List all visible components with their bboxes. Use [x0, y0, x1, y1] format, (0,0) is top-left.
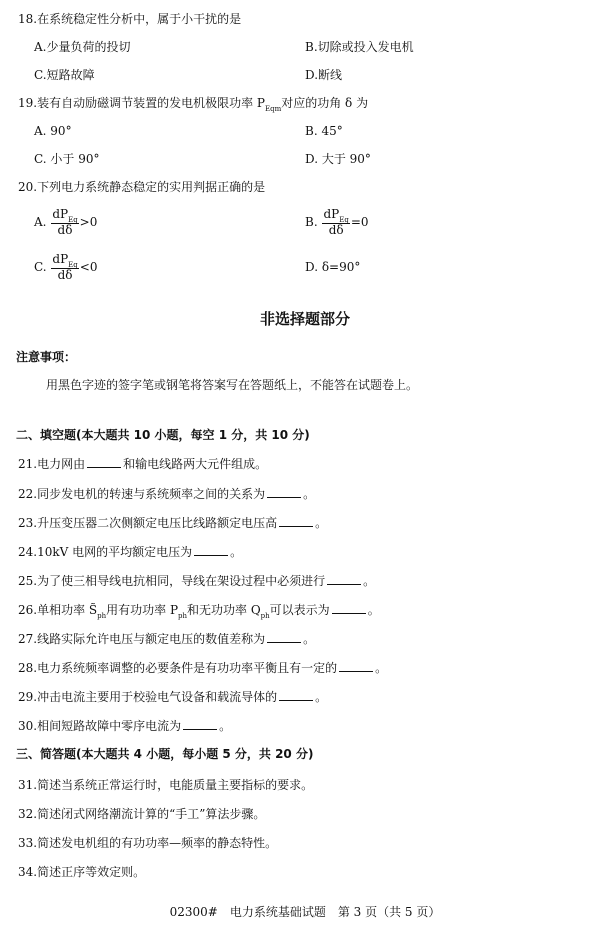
q26-sub-1: ph	[97, 612, 107, 620]
question-34: 34.简述正序等效定则。	[18, 865, 146, 879]
q19-stem-subscript: Eqm	[264, 105, 282, 113]
answer-blank[interactable]	[87, 455, 121, 468]
answer-blank[interactable]	[194, 543, 228, 556]
q19-option-d: D. 大于 90°	[305, 152, 371, 166]
q26-text-a: 26.单相功率 S̃	[18, 603, 98, 617]
q20-a-fraction	[51, 208, 78, 237]
q20-option-b	[305, 207, 369, 237]
q21-tail: 和输电线路两大元件组成。	[123, 457, 268, 471]
q20-a-relation: >0	[79, 215, 98, 229]
fraction-denominator: dδ	[57, 223, 73, 237]
question-32: 32.简述闭式网络潮流计算的“手工”算法步骤。	[18, 807, 266, 821]
question-19-stem	[18, 95, 368, 113]
question-24	[18, 543, 242, 560]
q18-option-b: B.切除或投入发电机	[305, 40, 414, 54]
q22-text: 22.同步发电机的转速与系统频率之间的关系为	[18, 487, 266, 501]
q22-tail: 。	[303, 487, 316, 501]
question-33: 33.简述发电机组的有功功率—频率的静态特性。	[18, 836, 278, 850]
question-23	[18, 514, 327, 531]
notice-heading: 注意事项：	[16, 350, 77, 364]
fraction-numerator-sub: Eq	[339, 216, 349, 224]
q19-stem-tail: 对应的功角 δ 为	[281, 96, 369, 110]
q24-tail: 。	[230, 545, 243, 559]
fraction-denominator: dδ	[57, 268, 73, 282]
question-30	[18, 717, 231, 734]
answer-blank[interactable]	[267, 485, 301, 498]
fraction-numerator: dP	[52, 207, 69, 221]
q24-text: 24.10kV 电网的平均额定电压为	[18, 545, 193, 559]
answer-blank[interactable]	[279, 688, 313, 701]
question-25	[18, 572, 375, 589]
q26-text-c: 和无功功率 Q	[187, 603, 261, 617]
fraction-numerator: dP	[323, 207, 340, 221]
q19-option-c: C. 小于 90°	[34, 152, 100, 166]
fraction-numerator: dP	[52, 252, 69, 266]
notice-text: 用黑色字迹的签字笔或钢笔将答案写在答题纸上，不能答在试题卷上。	[46, 378, 419, 392]
page-footer: 02300# 电力系统基础试题 第 3 页（共 5 页）	[169, 905, 441, 919]
q20-b-fraction	[322, 208, 349, 237]
question-29	[18, 688, 327, 705]
q25-tail: 。	[363, 574, 376, 588]
q19-option-b: B. 45°	[305, 124, 343, 138]
q28-tail: 。	[375, 661, 388, 675]
q30-tail: 。	[219, 719, 232, 733]
q20-option-a	[34, 207, 97, 237]
answer-blank[interactable]	[183, 717, 217, 730]
q20-option-d: D. δ=90°	[305, 260, 361, 274]
question-31: 31.简述当系统正常运行时，电能质量主要指标的要求。	[18, 778, 314, 792]
q29-tail: 。	[315, 690, 328, 704]
q26-tail: 。	[367, 603, 380, 617]
q26-sub-3: ph	[260, 612, 270, 620]
q20-a-label: A.	[34, 215, 47, 229]
q23-tail: 。	[315, 516, 328, 530]
fraction-numerator-sub: Eq	[68, 216, 78, 224]
q26-text-d: 可以表示为	[269, 603, 330, 617]
q25-text: 25.为了使三相导线电抗相同，导线在架设过程中必须进行	[18, 574, 326, 588]
question-21	[18, 455, 267, 472]
q30-text: 30.相间短路故障中零序电流为	[18, 719, 182, 733]
answer-blank[interactable]	[332, 601, 366, 614]
q27-text: 27.线路实际允许电压与额定电压的数值差称为	[18, 632, 266, 646]
q29-text: 29.冲击电流主要用于校验电气设备和载流导体的	[18, 690, 278, 704]
section-3-heading: 三、简答题(本大题共 4 小题，每小题 5 分，共 20 分)	[16, 747, 314, 761]
q20-option-c	[34, 252, 97, 282]
q20-b-relation: =0	[350, 215, 369, 229]
question-20-stem: 20.下列电力系统静态稳定的实用判据正确的是	[18, 180, 266, 194]
answer-blank[interactable]	[327, 572, 361, 585]
question-28	[18, 659, 387, 676]
answer-blank[interactable]	[267, 630, 301, 643]
fraction-numerator-sub: Eq	[68, 261, 78, 269]
q23-text: 23.升压变压器二次侧额定电压比线路额定电压高	[18, 516, 278, 530]
answer-blank[interactable]	[339, 659, 373, 672]
q26-sub-2: ph	[178, 612, 188, 620]
q20-c-relation: <0	[79, 260, 98, 274]
q18-option-c: C.短路故障	[34, 68, 95, 82]
q28-text: 28.电力系统频率调整的必要条件是有功功率平衡且有一定的	[18, 661, 338, 675]
fraction-denominator: dδ	[328, 223, 344, 237]
q20-c-fraction	[51, 253, 78, 282]
q20-b-label: B.	[305, 215, 318, 229]
question-26	[18, 601, 380, 620]
q19-option-a: A. 90°	[34, 124, 72, 138]
question-22	[18, 485, 315, 502]
q18-option-d: D.断线	[305, 68, 343, 82]
q18-option-a: A.少量负荷的投切	[34, 40, 131, 54]
answer-blank[interactable]	[279, 514, 313, 527]
question-27	[18, 630, 315, 647]
q27-tail: 。	[303, 632, 316, 646]
q21-text: 21.电力网由	[18, 457, 86, 471]
question-18-stem: 18.在系统稳定性分析中，属于小干扰的是	[18, 12, 242, 26]
section-2-heading: 二、填空题(本大题共 10 小题，每空 1 分，共 10 分)	[16, 428, 310, 442]
q20-c-label: C.	[34, 260, 47, 274]
q19-stem-text: 19.装有自动励磁调节装置的发电机极限功率 P	[18, 96, 265, 110]
section-title-nonchoice: 非选择题部分	[259, 310, 350, 328]
q26-text-b: 用有功功率 P	[106, 603, 179, 617]
